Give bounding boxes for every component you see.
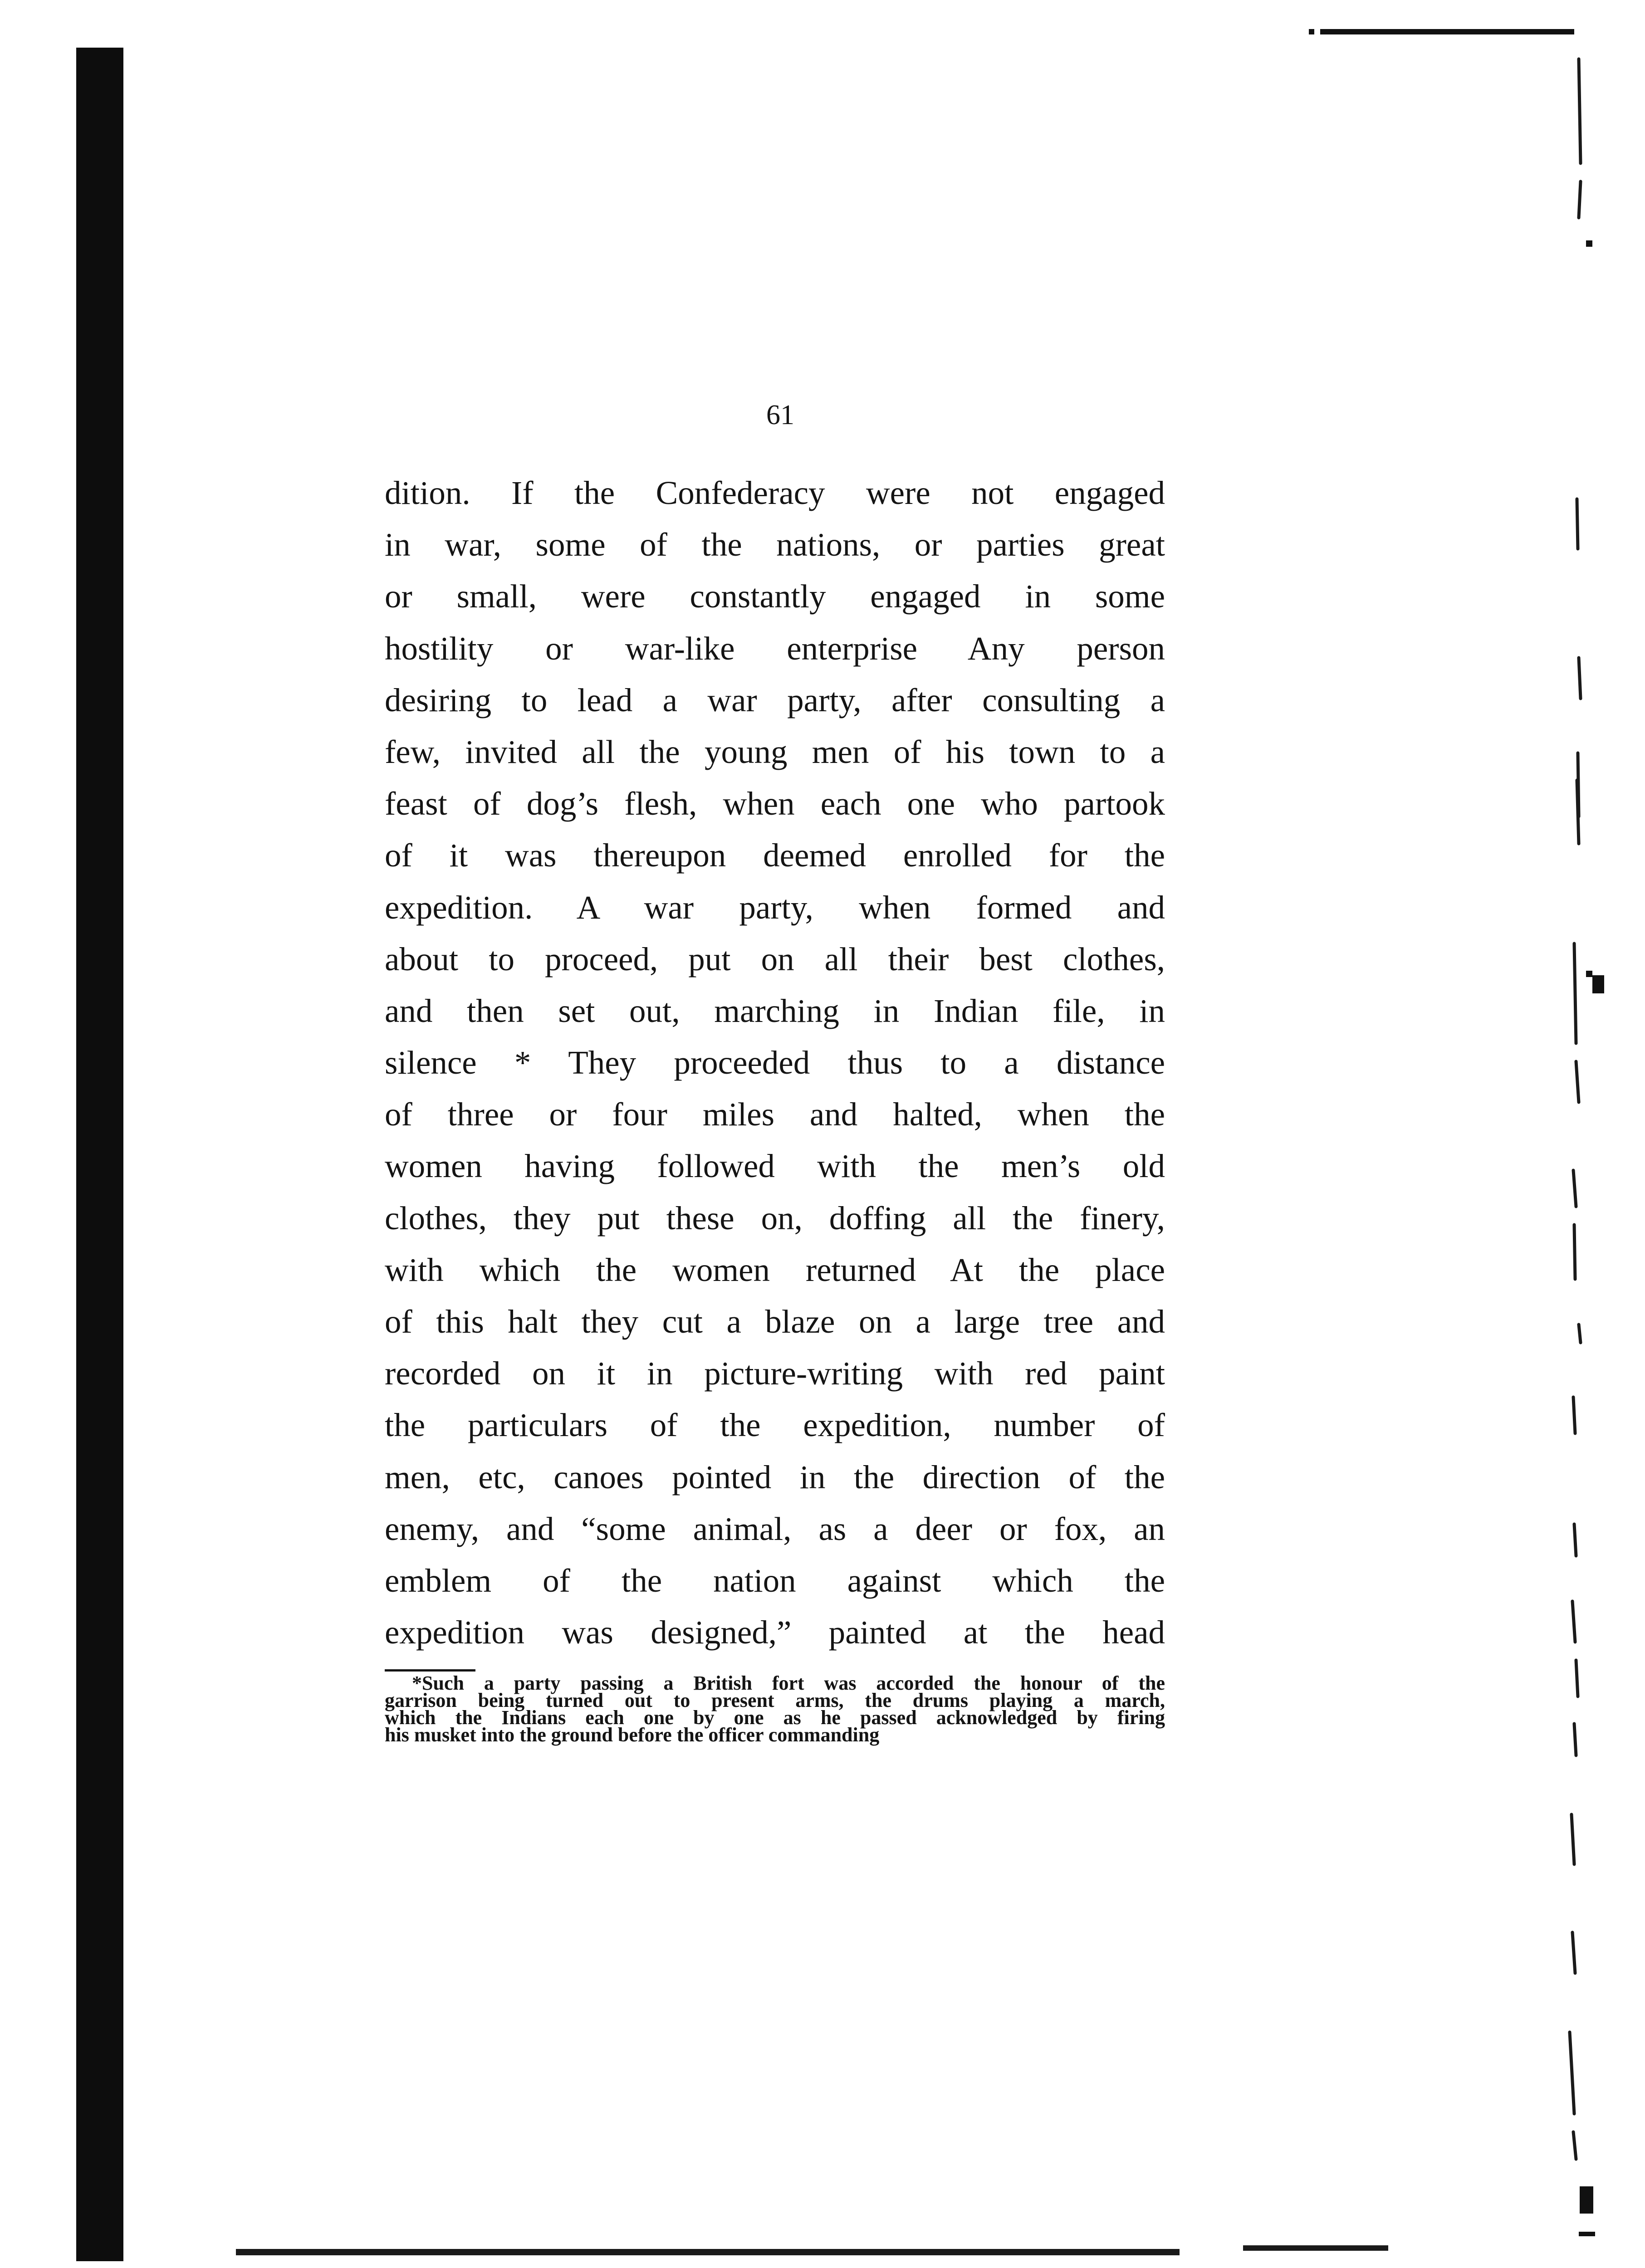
- text-line: silence * They proceeded thus to a distance: [385, 1044, 1165, 1081]
- text-line: with which the women returned At the place: [385, 1251, 1165, 1288]
- text-line: of three or four miles and halted, when the: [385, 1096, 1165, 1133]
- scan-right-edge-marks: [1561, 45, 1615, 2250]
- text-line: dition. If the Confederacy were not engaged: [385, 474, 1165, 511]
- text-line: emblem of the nation against which the: [385, 1562, 1165, 1599]
- footnote-rule: [385, 1669, 475, 1672]
- footnote: [385, 1672, 1165, 1746]
- scan-edge-dot: [1309, 29, 1314, 34]
- text-line: of this halt they cut a blaze on a large tree and: [385, 1303, 1165, 1340]
- text-line: desiring to lead a war party, after consulting a: [385, 681, 1165, 719]
- footnote-line: *Such a party passing a British fort was accorded the honour of the: [412, 1672, 1165, 1694]
- text-line: the particulars of the expedition, number of: [385, 1407, 1165, 1444]
- text-line: about to proceed, put on all their best clothes,: [385, 940, 1165, 978]
- scan-top-edge-line: [1320, 29, 1574, 34]
- footnote-line: his musket into the ground before the officer commanding: [385, 1724, 880, 1746]
- text-line: feast of dog’s flesh, when each one who partook: [385, 785, 1165, 822]
- page-number: 61: [766, 400, 794, 430]
- text-line: recorded on it in picture-writing with red paint: [385, 1355, 1165, 1392]
- text-line: and then set out, marching in Indian file, in: [385, 992, 1165, 1029]
- text-line: enemy, and “some animal, as a deer or fox, an: [385, 1510, 1165, 1547]
- text-line: of it was thereupon deemed enrolled for the: [385, 837, 1165, 874]
- text-line: women having followed with the men’s old: [385, 1148, 1165, 1185]
- footnote-line: garrison being turned out to present arms, the drums playing a march,: [385, 1689, 1165, 1711]
- text-line: hostility or war-like enterprise Any person: [385, 630, 1165, 667]
- text-line: or small, were constantly engaged in some: [385, 578, 1165, 615]
- text-line: clothes, they put these on, doffing all the finery,: [385, 1199, 1165, 1237]
- footnote-line: which the Indians each one by one as he passed acknowledged by firing: [385, 1706, 1165, 1729]
- text-line: few, invited all the young men of his town to a: [385, 733, 1165, 770]
- text-line: men, etc, canoes pointed in the direction of the: [385, 1458, 1165, 1496]
- body-text: [385, 467, 1165, 1658]
- scan-binding-shadow: [76, 48, 123, 2261]
- scan-bottom-edge-line: [236, 2249, 1180, 2255]
- text-line: in war, some of the nations, or parties great: [385, 526, 1165, 563]
- text-line: expedition was designed,” painted at the head: [385, 1614, 1165, 1651]
- text-line: expedition. A war party, when formed and: [385, 889, 1165, 926]
- scan-bottom-edge-line-right: [1243, 2245, 1388, 2251]
